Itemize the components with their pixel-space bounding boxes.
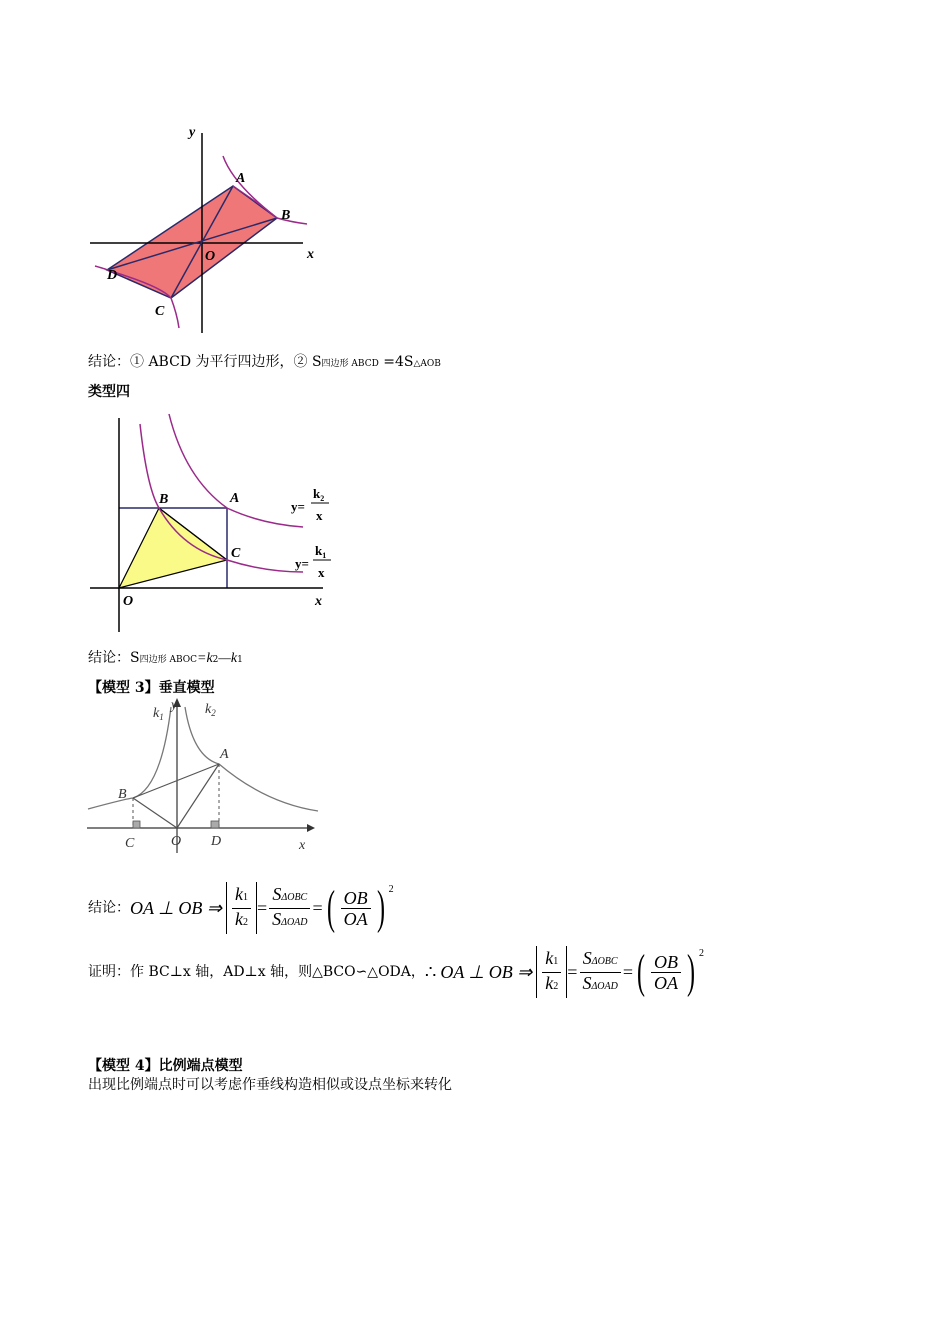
fig2-c-label: C (231, 546, 241, 561)
fig2-k2-den: x (316, 508, 323, 523)
fig1-a-label: A (236, 171, 246, 186)
fig3-c-label: C (125, 836, 135, 851)
fig2-o-label: O (123, 594, 134, 609)
fig3-a-label: A (220, 747, 229, 762)
model4-text: 出现比例端点时可以考虑作垂线构造相似或设点坐标来转化 (88, 1077, 452, 1093)
fig1-o-label: O (205, 249, 216, 264)
fig2-x-label: x (315, 594, 322, 609)
abs-k-ratio-proof: $\frac{k1}{k2}$ (536, 946, 567, 998)
conclusion-3: 结论： OA ⊥ OB ⇒ $\frac{k1}{k2}$ = $\frac{\text{SΔOBC}}{\text{SΔOAD}}$ = ( $\frac{OB}{OA}$ ) 2 (88, 881, 394, 934)
fig2-k1-num: $k_1$ (315, 543, 327, 560)
fig3-y-label: y (171, 698, 178, 713)
fig2-k2-num: $k_2$ (313, 486, 325, 503)
model4-heading: 【模型 4】比例端点模型 (88, 1058, 243, 1074)
fig2-k1-lhs: y= (295, 556, 309, 571)
fig2-k1-den: x (318, 565, 325, 580)
fig3-d-label: D (211, 834, 222, 849)
conclusion-1: 结论：① ABCD 为平行四边形，② S四边形 ABCD =4S△AOB (88, 354, 441, 370)
model3-heading: 【模型 3】垂直模型 (88, 680, 215, 696)
fig3-x-label: x (299, 838, 306, 853)
fig1-d-label: D (107, 268, 118, 283)
proof: 证明：作 BC⊥x 轴，AD⊥x 轴，则△BCO∽△ODA， ∴ OA ⊥ OB ⇒ $\frac{k1}{k2}$ = $\frac{\text{SΔOBC}}{\text{SΔOAD}}$ = ( $\frac{OB}{OA}$ ) 2 (88, 945, 704, 998)
fig1-b-label: B (281, 208, 291, 223)
figure-k1-k2 (85, 410, 345, 640)
proof-formula: ∴ OA ⊥ OB ⇒ $\frac{k1}{k2}$ = $\frac{\text{SΔOBC}}{\text{SΔOAD}}$ = ( $\frac{OB}{OA}$ ) 2 (424, 945, 704, 998)
parallelogram-abcd (107, 186, 277, 298)
fig2-k2-lhs: y= (291, 499, 305, 514)
conclusion-2: 结论：S四边形 ABOC=k2—k1 (88, 650, 243, 666)
fig2-b-label: B (159, 492, 169, 507)
figure-parallelogram (85, 118, 325, 338)
conclusion-3-formula: OA ⊥ OB ⇒ $\frac{k1}{k2}$ = $\frac{\text{SΔOBC}}{\text{SΔOAD}}$ = ( $\frac{OB}{OA}$ ) 2 (130, 881, 394, 934)
fig2-a-label: A (230, 491, 240, 506)
figure-perpendicular (85, 695, 325, 860)
fig1-c-label: C (155, 304, 165, 319)
type4-heading: 类型四 (88, 384, 130, 400)
fig3-o-label: O (171, 834, 182, 849)
fig1-x-label: x (307, 247, 314, 262)
abs-k-ratio: $\frac{k1}{k2}$ (226, 882, 257, 934)
fig3-b-label: B (118, 787, 127, 802)
fig1-y-label: y (189, 125, 196, 140)
fig3-k1-label: $k_1$ (153, 706, 164, 722)
fig3-k2-label: $k_2$ (205, 702, 216, 718)
